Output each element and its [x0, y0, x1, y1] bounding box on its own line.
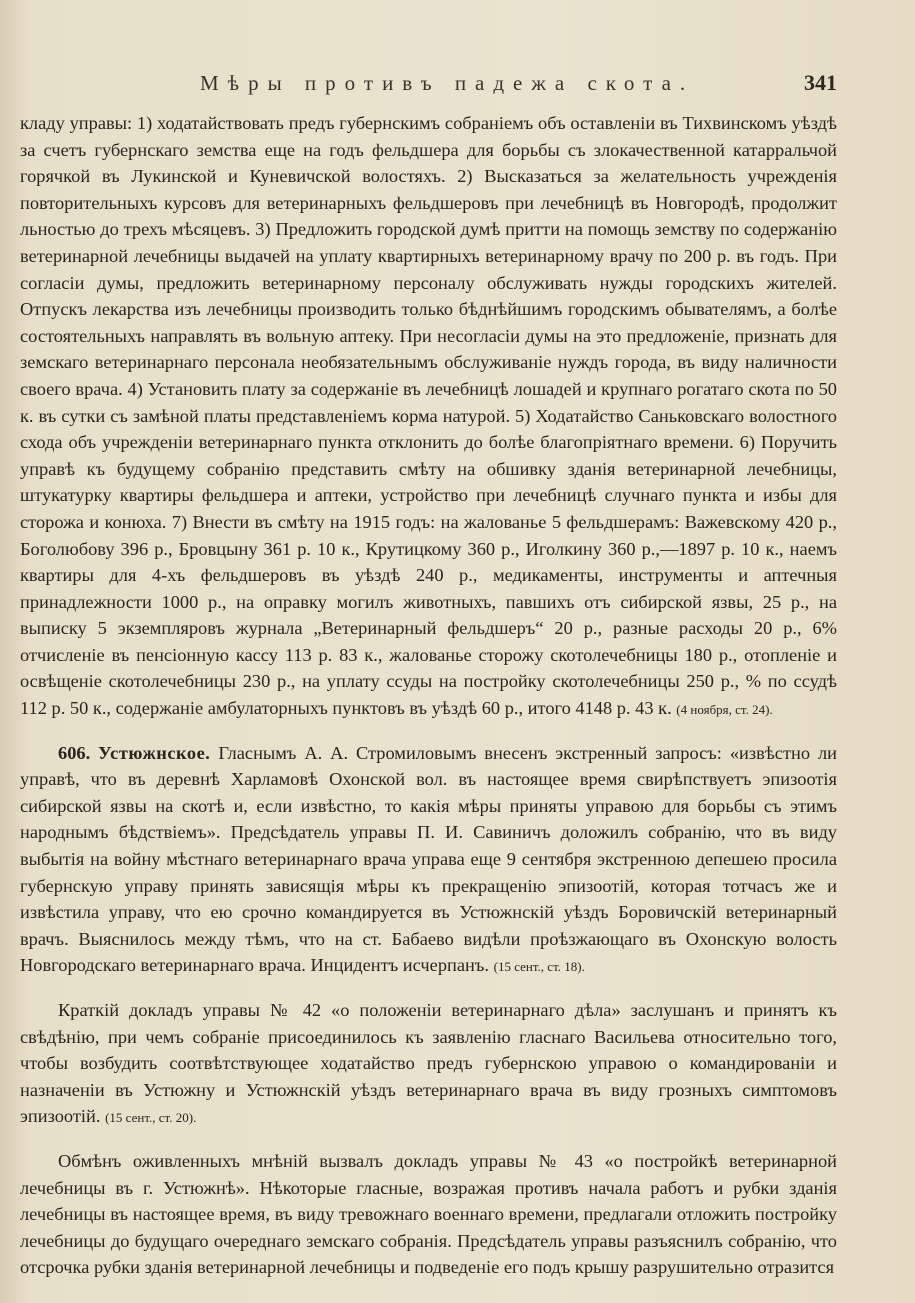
paragraph-text: Гласнымъ А. А. Стромиловымъ внесенъ экстренный запросъ: «извѣстно ли управѣ, что въ деревнѣ Харламовѣ Охонской вол. въ настоящее время свирѣпствуетъ эпизоотія сибирской язвы на скотѣ и, если извѣстно, то какія мѣры приняты управою для борьбы съ этимъ народнымъ бѣдствіемъ». Предсѣдатель управы П. И. Савиничъ доложилъ собранію, что въ виду выбытія на войну мѣстнаго ветеринарнаго врача управа еще 9 сентября экстренною депешею просила губернскую управу принять зависящія мѣры къ прекращенію эпизоотій, которая тотчасъ же и извѣстила управу, что ею срочно командируется въ Устюжнскій уѣздъ Боровичскій ветеринарный врачъ. Выяснилось между тѣмъ, что на ст. Бабаево видѣли проѣзжающаго въ Охонскую волость Новгородскаго ветеринарнаго врача. Инцидентъ исчерпанъ.: [20, 742, 838, 976]
paragraph-606: [20, 740, 837, 981]
paragraph-text: Обмѣнъ оживленныхъ мнѣній вызвалъ докладъ управы № 43 «о постройкѣ ветеринарной лечебницы въ г. Устюжнѣ». Нѣкоторые гласные, возражая противъ начала работъ и рубки зданія лечебницы въ настоящее время, въ виду тревожнаго военнаго времени, предлагали отложить постройку лечебницы до будущаго очереднаго земскаго собранія. Предсѣдатель управы разъяснилъ собранію, что отсрочка рубки зданія ветеринарной лечебницы и подведеніе его подъ крышу разрушительно отразится: [20, 1150, 837, 1278]
uezd-name: Устюжнское.: [98, 742, 211, 763]
paragraph-continued: [20, 110, 837, 724]
item-number: 606.: [58, 742, 91, 763]
session-reference: (4 ноября, ст. 24).: [676, 702, 773, 718]
running-title: Мѣры противъ падежа скота.: [200, 71, 695, 95]
page-number: 341: [804, 70, 837, 95]
paragraph-report-43: [20, 1148, 837, 1281]
session-reference: (15 сент., ст. 18).: [493, 959, 585, 975]
session-reference: (15 сент., ст. 20).: [105, 1110, 197, 1126]
paragraph-report-42: [20, 997, 837, 1132]
paragraph-text: Краткій докладъ управы № 42 «о положеніи ветеринарнаго дѣла» заслушанъ и принятъ къ свѣдѣнію, при чемъ собраніе присоединилось къ заявленію гласнаго Васильева относительно того, чтобы возбудить соотвѣтствующее ходатайство предъ губернскою управою о командированіи и назначеніи въ Устюжну и Устюжнскій уѣздъ ветеринарнаго врача въ виду грозныхъ симптомовъ эпизоотій.: [20, 1000, 837, 1127]
page-header: [20, 70, 837, 96]
page-body: [20, 110, 837, 1281]
paragraph-text: кладу управы: 1) ходатайствовать предъ губернскимъ собраніемъ объ оставленіи въ Тихвинскомъ уѣздѣ за счетъ губернскаго земства еще на годъ фельдшера для борьбы съ злокачественной катарральчой горячкой въ Лукинской и Куневичской волостяхъ. 2) Высказаться за желательность учрежденія повторительныхъ курсовъ для ветеринарныхъ фельдшеровъ при лечебницѣ въ Новгородѣ, продолжит льностью до трехъ мѣсяцевъ. 3) Предложить городской думѣ притти на помощь земству по содержанію ветеринарной лечебницы выдачей на уплату квартирныхъ ветеринарному врачу по 200 р. въ годъ. При согласіи думы, предложить ветеринарному персоналу обслуживать нужды городскихъ жителей. Отпускъ лекарства изъ лечебницы производить только бѣднѣйшимъ городскимъ обывателямъ, а болѣе состоятельныхъ направлять въ вольную аптеку. При несогласіи думы на это предложеніе, признать для земскаго ветеринарнаго персонала необязательнымъ обслуживаніе нуждъ города, въ виду наличности своего врача. 4) Установить плату за содержаніе въ лечебницѣ лошадей и крупнаго рогатаго скота по 50 к. въ сутки съ замѣной платы представленіемъ корма натурой. 5) Ходатайство Саньковскаго волостного схода объ учрежденіи ветеринарнаго пункта отклонить до болѣе благопріятнаго времени. 6) Поручить управѣ къ будущему собранію представить смѣту на обшивку зданія ветеринарной лечебницы, штукатурку квартиры фельдшера и аптеки, устройство при лечебницѣ случнаго пункта и избы для сторожа и конюха. 7) Внести въ смѣту на 1915 годъ: на жалованье 5 фельдшерамъ: Важевскому 420 р., Боголюбову 396 р., Бровцыну 361 р. 10 к., Крутицкому 360 р., Иголкину 360 р.,—1897 р. 10 к., наемъ квартиры для 4-хъ фельдшеровъ въ уѣздѣ 240 р., медикаменты, инструменты и аптечныя принадлежности 1000 р., на оправку могилъ животныхъ, павшихъ отъ сибирской язвы, 25 р., на выписку 5 экземпляровъ журнала „Ветеринарный фельдшеръ“ 20 р., разные расходы 20 р., 6% отчисленіе въ пенсіонную кассу 113 р. 83 к., жалованье сторожу скотолечебницы 180 р., отопленіе и освѣщеніе скотолечебницы 230 р., на уплату ссуды на постройку скотолечебницы 250 р., % по ссудѣ 112 р. 50 к., содержаніе амбулаторныхъ пунктовъ въ уѣздѣ 60 р., итого 4148 р. 43 к.: [20, 113, 837, 719]
